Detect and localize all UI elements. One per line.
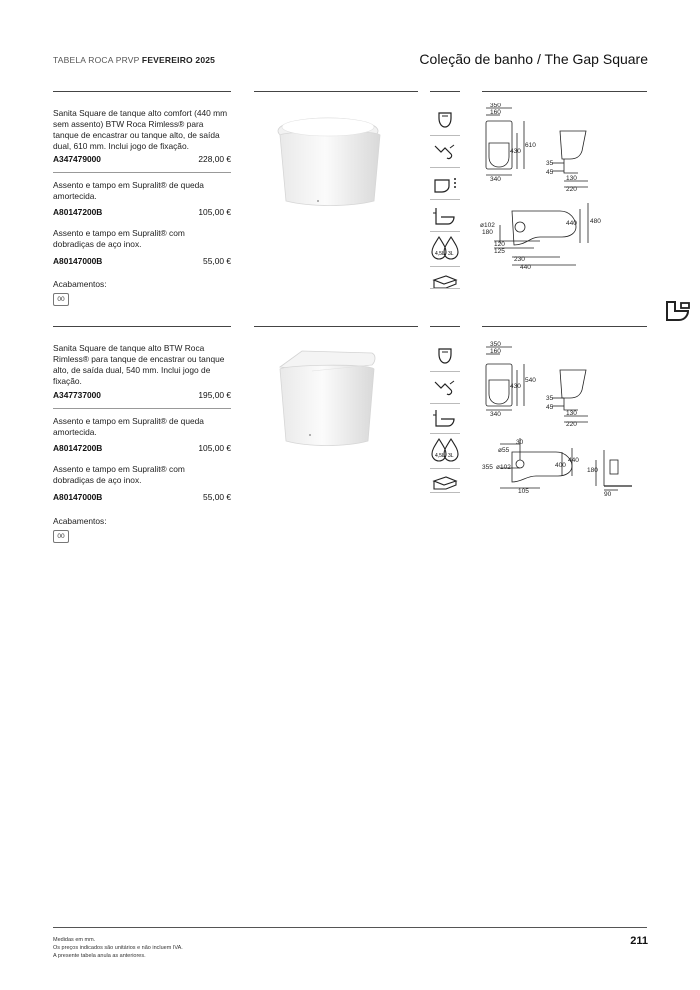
dimension-label: 400 bbox=[555, 462, 566, 469]
dimension-label: 105 bbox=[518, 488, 529, 495]
product-description: Sanita Square de tanque alto BTW Roca Rimless® para tanque de encastrar ou tanque alto, de saída dual, 540 mm. Inclui jogo de fixação. bbox=[53, 343, 225, 386]
dimension-label: 340 bbox=[490, 411, 501, 418]
dual-flush-icon bbox=[430, 140, 460, 164]
accessory-code: A80147000B bbox=[53, 492, 103, 502]
water-saving-icon bbox=[430, 436, 460, 466]
svg-text:4,5L: 4,5L bbox=[435, 453, 445, 459]
dimension-label: 30 bbox=[516, 439, 524, 446]
dimension-label: 125 bbox=[494, 248, 505, 255]
dimension-label: 45 bbox=[546, 404, 554, 411]
dimension-label: 35 bbox=[546, 395, 554, 402]
section-rule bbox=[430, 326, 460, 327]
technical-drawing bbox=[480, 340, 645, 515]
dimension-label: 180 bbox=[482, 229, 493, 236]
dimension-label: 130 bbox=[566, 410, 577, 417]
dimension-label: 430 bbox=[510, 148, 521, 155]
footer-note: Medidas em mm. bbox=[53, 937, 96, 943]
wall-outlet-icon bbox=[430, 406, 460, 430]
dual-flush-icon bbox=[430, 376, 460, 400]
dimension-label: 350 bbox=[490, 341, 501, 348]
fixing-kit-icon bbox=[430, 270, 460, 294]
footer-note: A presente tabela anula as anteriores. bbox=[53, 953, 146, 959]
dimension-label: ø102 bbox=[480, 222, 495, 229]
dimension-label: ø102 bbox=[496, 464, 511, 471]
divider bbox=[53, 172, 231, 173]
dimension-label: 220 bbox=[566, 186, 577, 193]
section-rule bbox=[254, 91, 418, 92]
svg-text:3L: 3L bbox=[448, 453, 454, 459]
footer-rule bbox=[53, 927, 647, 928]
dimension-label: 160 bbox=[490, 348, 501, 355]
svg-text:3L: 3L bbox=[448, 251, 454, 257]
finish-swatch: 00 bbox=[53, 530, 69, 543]
accessory-description: Assento e tampo em Supralit® com dobradiças de aço inox. bbox=[53, 228, 185, 249]
product-code: A347737000 bbox=[53, 390, 101, 400]
rimless-icon bbox=[430, 344, 460, 368]
dimension-label: 355 bbox=[482, 464, 493, 471]
soft-close-icon bbox=[430, 172, 460, 196]
accessory-code: A80147000B bbox=[53, 256, 103, 266]
dimension-label: 340 bbox=[490, 176, 501, 183]
wall-outlet-icon bbox=[430, 204, 460, 228]
accessory-description: Assento e tampo em Supralit® de queda amortecida. bbox=[53, 180, 204, 201]
product-image bbox=[272, 345, 382, 455]
product-description: Sanita Square de tanque alto comfort (440 mm sem assento) BTW Roca Rimless® para tanque de encastrar ou tanque alto, de saída dual, 610 mm. Inclui jogo de fixação. bbox=[53, 108, 228, 151]
section-rule bbox=[53, 91, 231, 92]
product-image bbox=[270, 105, 390, 215]
product-price: 228,00 € bbox=[198, 154, 231, 164]
dimension-label: 440 bbox=[566, 220, 577, 227]
accessory-price: 55,00 € bbox=[203, 256, 231, 266]
finish-swatch: 00 bbox=[53, 293, 69, 306]
technical-drawing bbox=[480, 103, 610, 288]
dimension-label: 430 bbox=[510, 383, 521, 390]
dimension-label: 610 bbox=[525, 142, 536, 149]
accessory-code: A80147200B bbox=[53, 443, 103, 453]
rimless-icon bbox=[430, 108, 460, 132]
section-rule bbox=[53, 326, 231, 327]
toilet-category-icon bbox=[664, 298, 694, 333]
dimension-label: 120 bbox=[494, 241, 505, 248]
footer-note: Os preços indicados são unitários e não incluem IVA. bbox=[53, 945, 183, 951]
svg-text:4,5L: 4,5L bbox=[435, 251, 445, 257]
accessory-code: A80147200B bbox=[53, 207, 103, 217]
dimension-label: 440 bbox=[520, 264, 531, 271]
dimension-label: 90 bbox=[604, 491, 612, 498]
section-rule bbox=[482, 326, 647, 327]
dimension-label: 35 bbox=[546, 160, 554, 167]
dimension-label: 350 bbox=[490, 103, 501, 109]
product-price: 195,00 € bbox=[198, 390, 231, 400]
finishes-label: Acabamentos: bbox=[53, 516, 107, 526]
divider bbox=[53, 408, 231, 409]
finishes-label: Acabamentos: bbox=[53, 279, 107, 289]
section-rule bbox=[482, 91, 647, 92]
collection-title: Coleção de banho / The Gap Square bbox=[419, 51, 648, 67]
dimension-label: 180 bbox=[587, 467, 598, 474]
dimension-label: ø55 bbox=[498, 447, 510, 454]
dimension-label: 45 bbox=[546, 169, 554, 176]
dimension-label: 130 bbox=[566, 175, 577, 182]
section-rule bbox=[430, 91, 460, 92]
dimension-label: 220 bbox=[566, 421, 577, 428]
accessory-price: 55,00 € bbox=[203, 492, 231, 502]
accessory-description: Assento e tampo em Supralit® com dobradiças de aço inox. bbox=[53, 464, 185, 485]
water-saving-icon bbox=[430, 234, 460, 264]
dimension-label: 540 bbox=[525, 377, 536, 384]
dimension-label: 160 bbox=[490, 109, 501, 116]
dimension-label: 440 bbox=[568, 457, 579, 464]
page-number: 211 bbox=[630, 935, 648, 947]
accessory-price: 105,00 € bbox=[198, 207, 231, 217]
accessory-price: 105,00 € bbox=[198, 443, 231, 453]
dimension-label: 480 bbox=[590, 218, 601, 225]
dimension-label: 230 bbox=[514, 256, 525, 263]
catalog-label: TABELA ROCA PRVP FEVEREIRO 2025 bbox=[53, 55, 216, 65]
product-code: A347479000 bbox=[53, 154, 101, 164]
section-rule bbox=[254, 326, 418, 327]
accessory-description: Assento e tampo em Supralit® de queda amortecida. bbox=[53, 416, 204, 437]
